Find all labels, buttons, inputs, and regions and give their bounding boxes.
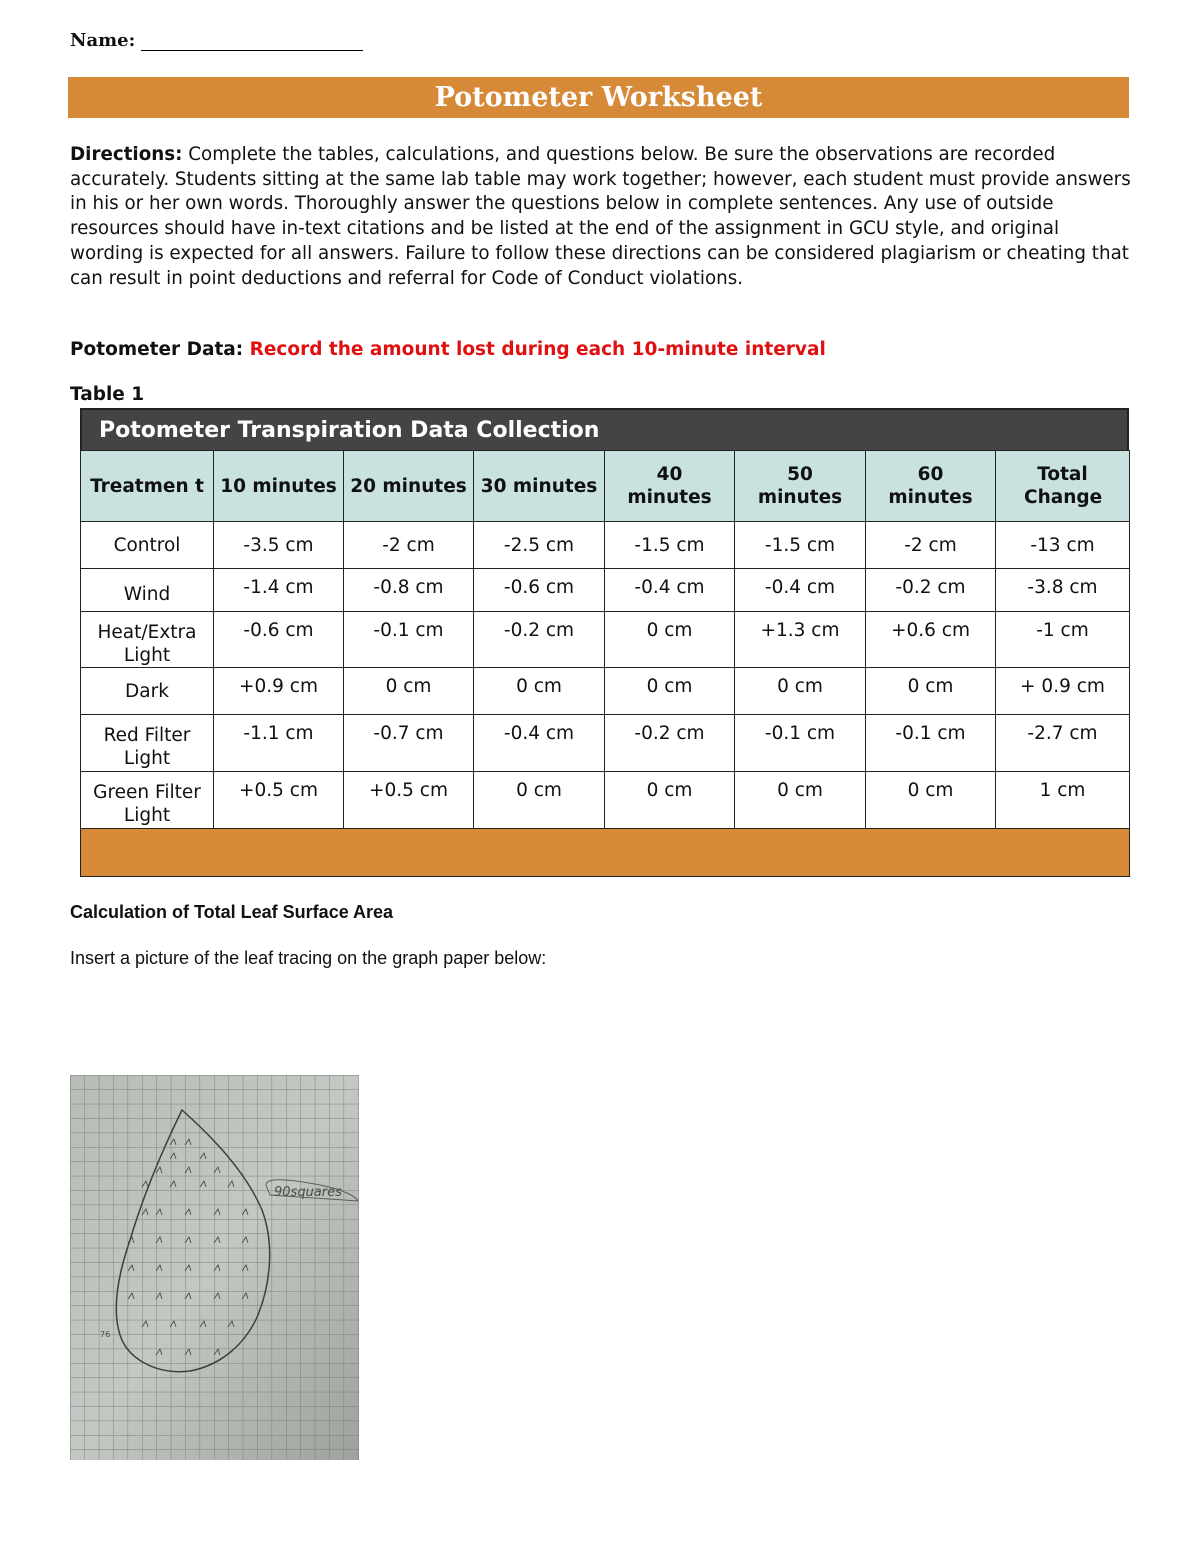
header-40-minutes: 40 minutes [605, 451, 735, 522]
transpiration-table [80, 408, 1129, 877]
table-row [81, 668, 1130, 715]
name-label: Name: [70, 30, 136, 51]
total-cell: -2.7 cm [996, 715, 1130, 772]
value-cell: 0 cm [866, 668, 996, 715]
value-cell: 0 cm [605, 668, 735, 715]
table-title: Potometer Transpiration Data Collection [80, 408, 1129, 450]
table-row [81, 612, 1130, 668]
value-cell: +0.5 cm [214, 772, 344, 829]
value-cell: -3.5 cm [214, 522, 344, 569]
potometer-data-instruction: Record the amount lost during each 10-minute interval [249, 339, 826, 360]
name-blank-line[interactable] [141, 32, 363, 51]
value-cell: +0.9 cm [214, 668, 344, 715]
value-cell: +1.3 cm [735, 612, 866, 668]
name-field-row [70, 30, 363, 51]
value-cell: 0 cm [735, 668, 866, 715]
potometer-data-line [70, 339, 826, 360]
value-cell: +0.5 cm [344, 772, 474, 829]
directions-text: Complete the tables, calculations, and questions below. Be sure the observations are recorded accurately. Students sitting at the same lab table may work together; however, each student must provide answers in his or her own words. Thoroughly answer the questions below in complete sentences. Any use of outside resources should have in-text citations and be listed at the end of the assignment in GCU style, and original wording is expected for all answers. Failure to follow these directions can be considered plagiarism or cheating that can result in point deductions and referral for Code of Conduct violations. [70, 144, 1131, 289]
value-cell: -0.6 cm [214, 612, 344, 668]
header-20-minutes: 20 minutes [344, 451, 474, 522]
value-cell: -0.1 cm [344, 612, 474, 668]
footer-bar-cell [81, 829, 1130, 877]
leaf-tracing-photo [70, 1075, 359, 1460]
squares-annotation: 90squares [274, 1185, 342, 1200]
header-30-minutes: 30 minutes [474, 451, 605, 522]
value-cell: -0.1 cm [866, 715, 996, 772]
value-cell: -0.2 cm [866, 569, 996, 612]
directions-label: Directions: [70, 144, 183, 165]
value-cell: -1.5 cm [735, 522, 866, 569]
calculation-title: Calculation of Total Leaf Surface Area [70, 902, 394, 922]
value-cell: -0.2 cm [605, 715, 735, 772]
value-cell: -0.4 cm [735, 569, 866, 612]
value-cell: 0 cm [474, 772, 605, 829]
treatment-cell: Green Filter Light [81, 772, 214, 829]
value-cell: -1.4 cm [214, 569, 344, 612]
title-banner [68, 77, 1129, 118]
header-row [81, 451, 1130, 522]
value-cell: -0.4 cm [605, 569, 735, 612]
total-cell: -13 cm [996, 522, 1130, 569]
value-cell: 0 cm [605, 772, 735, 829]
value-cell: 0 cm [474, 668, 605, 715]
header-total-change: Total Change [996, 451, 1130, 522]
value-cell: 0 cm [344, 668, 474, 715]
header-10-minutes: 10 minutes [214, 451, 344, 522]
value-cell: 0 cm [605, 612, 735, 668]
data-table [80, 450, 1130, 877]
table-row [81, 715, 1130, 772]
potometer-data-label: Potometer Data: [70, 339, 250, 360]
treatment-cell: Control [81, 522, 214, 569]
value-cell: 0 cm [866, 772, 996, 829]
header-60-minutes: 60 minutes [866, 451, 996, 522]
table-caption: Table 1 [70, 384, 145, 405]
treatment-cell: Red Filter Light [81, 715, 214, 772]
total-cell: -3.8 cm [996, 569, 1130, 612]
value-cell: -2 cm [866, 522, 996, 569]
value-cell: -0.1 cm [735, 715, 866, 772]
header-50-minutes: 50 minutes [735, 451, 866, 522]
treatment-cell: Wind [81, 569, 214, 612]
treatment-cell: Heat/Extra Light [81, 612, 214, 668]
header-treatment: Treatmen t [81, 451, 214, 522]
insert-picture-instruction: Insert a picture of the leaf tracing on the graph paper below: [70, 948, 547, 968]
value-cell: -2.5 cm [474, 522, 605, 569]
value-cell: -1.1 cm [214, 715, 344, 772]
total-cell: 1 cm [996, 772, 1130, 829]
table-row [81, 569, 1130, 612]
value-cell: -0.8 cm [344, 569, 474, 612]
directions-paragraph [70, 143, 1132, 291]
value-cell: -2 cm [344, 522, 474, 569]
value-cell: -0.4 cm [474, 715, 605, 772]
value-cell: 0 cm [735, 772, 866, 829]
total-cell: + 0.9 cm [996, 668, 1130, 715]
value-cell: +0.6 cm [866, 612, 996, 668]
table-row [81, 522, 1130, 569]
leaf-tracing-image [70, 1075, 359, 1460]
value-cell: -1.5 cm [605, 522, 735, 569]
value-cell: -0.2 cm [474, 612, 605, 668]
page-title: Potometer Worksheet [434, 82, 763, 113]
value-cell: -0.6 cm [474, 569, 605, 612]
total-cell: -1 cm [996, 612, 1130, 668]
grid-lines [70, 1075, 359, 1460]
margin-mark: 76 [100, 1330, 111, 1339]
table-footer-bar [81, 829, 1130, 877]
table-row [81, 772, 1130, 829]
treatment-cell: Dark [81, 668, 214, 715]
value-cell: -0.7 cm [344, 715, 474, 772]
